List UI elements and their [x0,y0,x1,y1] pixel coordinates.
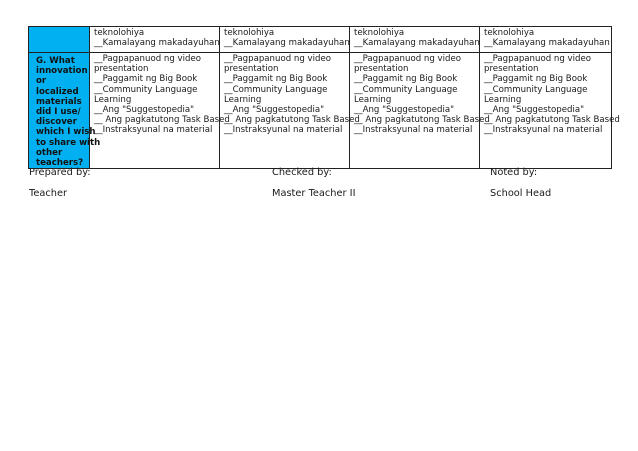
cell-line: __Community Language [224,84,328,95]
cell-line: __Community Language [94,84,198,95]
cell-line: __Instraksyunal na material [224,125,343,136]
cell-main-1 [90,53,230,169]
cell-line: __Pagpapanuod ng video [94,54,201,64]
master-teacher-role: Master Teacher II [272,188,356,199]
cell-line: __Ang "Suggestopedia" [354,105,455,116]
cell-line: presentation [224,64,279,75]
label-line: did I use/ [36,107,81,118]
cell-line: __ Ang pagkatutong Task Based [354,115,490,126]
cell-line: __Pagpapanuod ng video [224,54,331,64]
label-cell-blank [29,27,90,53]
cell-line: __Kamalayang makadayuhan [94,38,220,49]
label-line: G. What [36,56,75,66]
cell-line: __Community Language [484,84,588,95]
cell-line: teknolohiya [354,28,405,38]
cell-line: Learning [224,94,262,105]
cell-line: __Instraksyunal na material [484,125,603,136]
cell-line: teknolohiya [224,28,275,38]
school-head-role: School Head [490,188,552,199]
label-line: to share with [36,137,101,148]
cell-line: __Instraksyunal na material [94,125,213,136]
label-line: materials [36,96,82,107]
cell-line: __Community Language [354,84,458,95]
cell-line: __Paggamit ng Big Book [354,74,458,85]
label-line: innovation [36,66,88,77]
cell-line: __Kamalayang makadayuhan [484,38,610,49]
cell-line: __Ang "Suggestopedia" [94,105,195,116]
label-line: or [36,76,47,87]
table-row-top [29,27,612,53]
label-line: localized [36,86,79,97]
cell-line: Learning [94,94,132,105]
row-label-g [29,53,101,169]
cell-line: __Ang "Suggestopedia" [484,105,585,116]
cell-line: __Paggamit ng Big Book [224,74,328,85]
cell-line: presentation [354,64,409,75]
label-line: other [36,147,63,158]
cell-line: __Paggamit ng Big Book [484,74,588,85]
cell-line: presentation [94,64,149,75]
cell-line: Learning [484,94,522,105]
label-line: teachers? [36,158,84,169]
cell-line: teknolohiya [94,28,145,38]
prepared-by-label: Prepared by: [29,167,91,178]
cell-line: __Ang "Suggestopedia" [224,105,325,116]
cell-line: __Kamalayang makadayuhan [224,38,350,49]
cell-line: __Pagpapanuod ng video [354,54,461,64]
cell-line: __Pagpapanuod ng video [484,54,591,64]
cell-main-3 [350,53,490,169]
cell-main-4 [480,53,620,169]
cell-line: presentation [484,64,539,75]
table-row-main [29,53,612,169]
teacher-role: Teacher [29,188,68,199]
cell-line: __ Ang pagkatutong Task Based [94,115,230,126]
label-line: discover [36,117,77,128]
cell-line: Learning [354,94,392,105]
cell-top-2 [220,27,350,53]
noted-by-label: Noted by: [490,167,538,178]
cell-main-2 [220,53,360,169]
cell-top-3 [350,27,480,53]
reflection-table [28,26,620,169]
cell-line: __ Ang pagkatutong Task Based [484,115,620,126]
cell-line: __Instraksyunal na material [354,125,473,136]
cell-line: teknolohiya [484,28,535,38]
label-line: which I wish [36,127,96,138]
cell-line: __Kamalayang makadayuhan [354,38,480,49]
checked-by-label: Checked by: [272,167,332,178]
cell-line: __Paggamit ng Big Book [94,74,198,85]
cell-line: __ Ang pagkatutong Task Based [224,115,360,126]
cell-top-1 [90,27,220,53]
cell-top-4 [480,27,612,53]
